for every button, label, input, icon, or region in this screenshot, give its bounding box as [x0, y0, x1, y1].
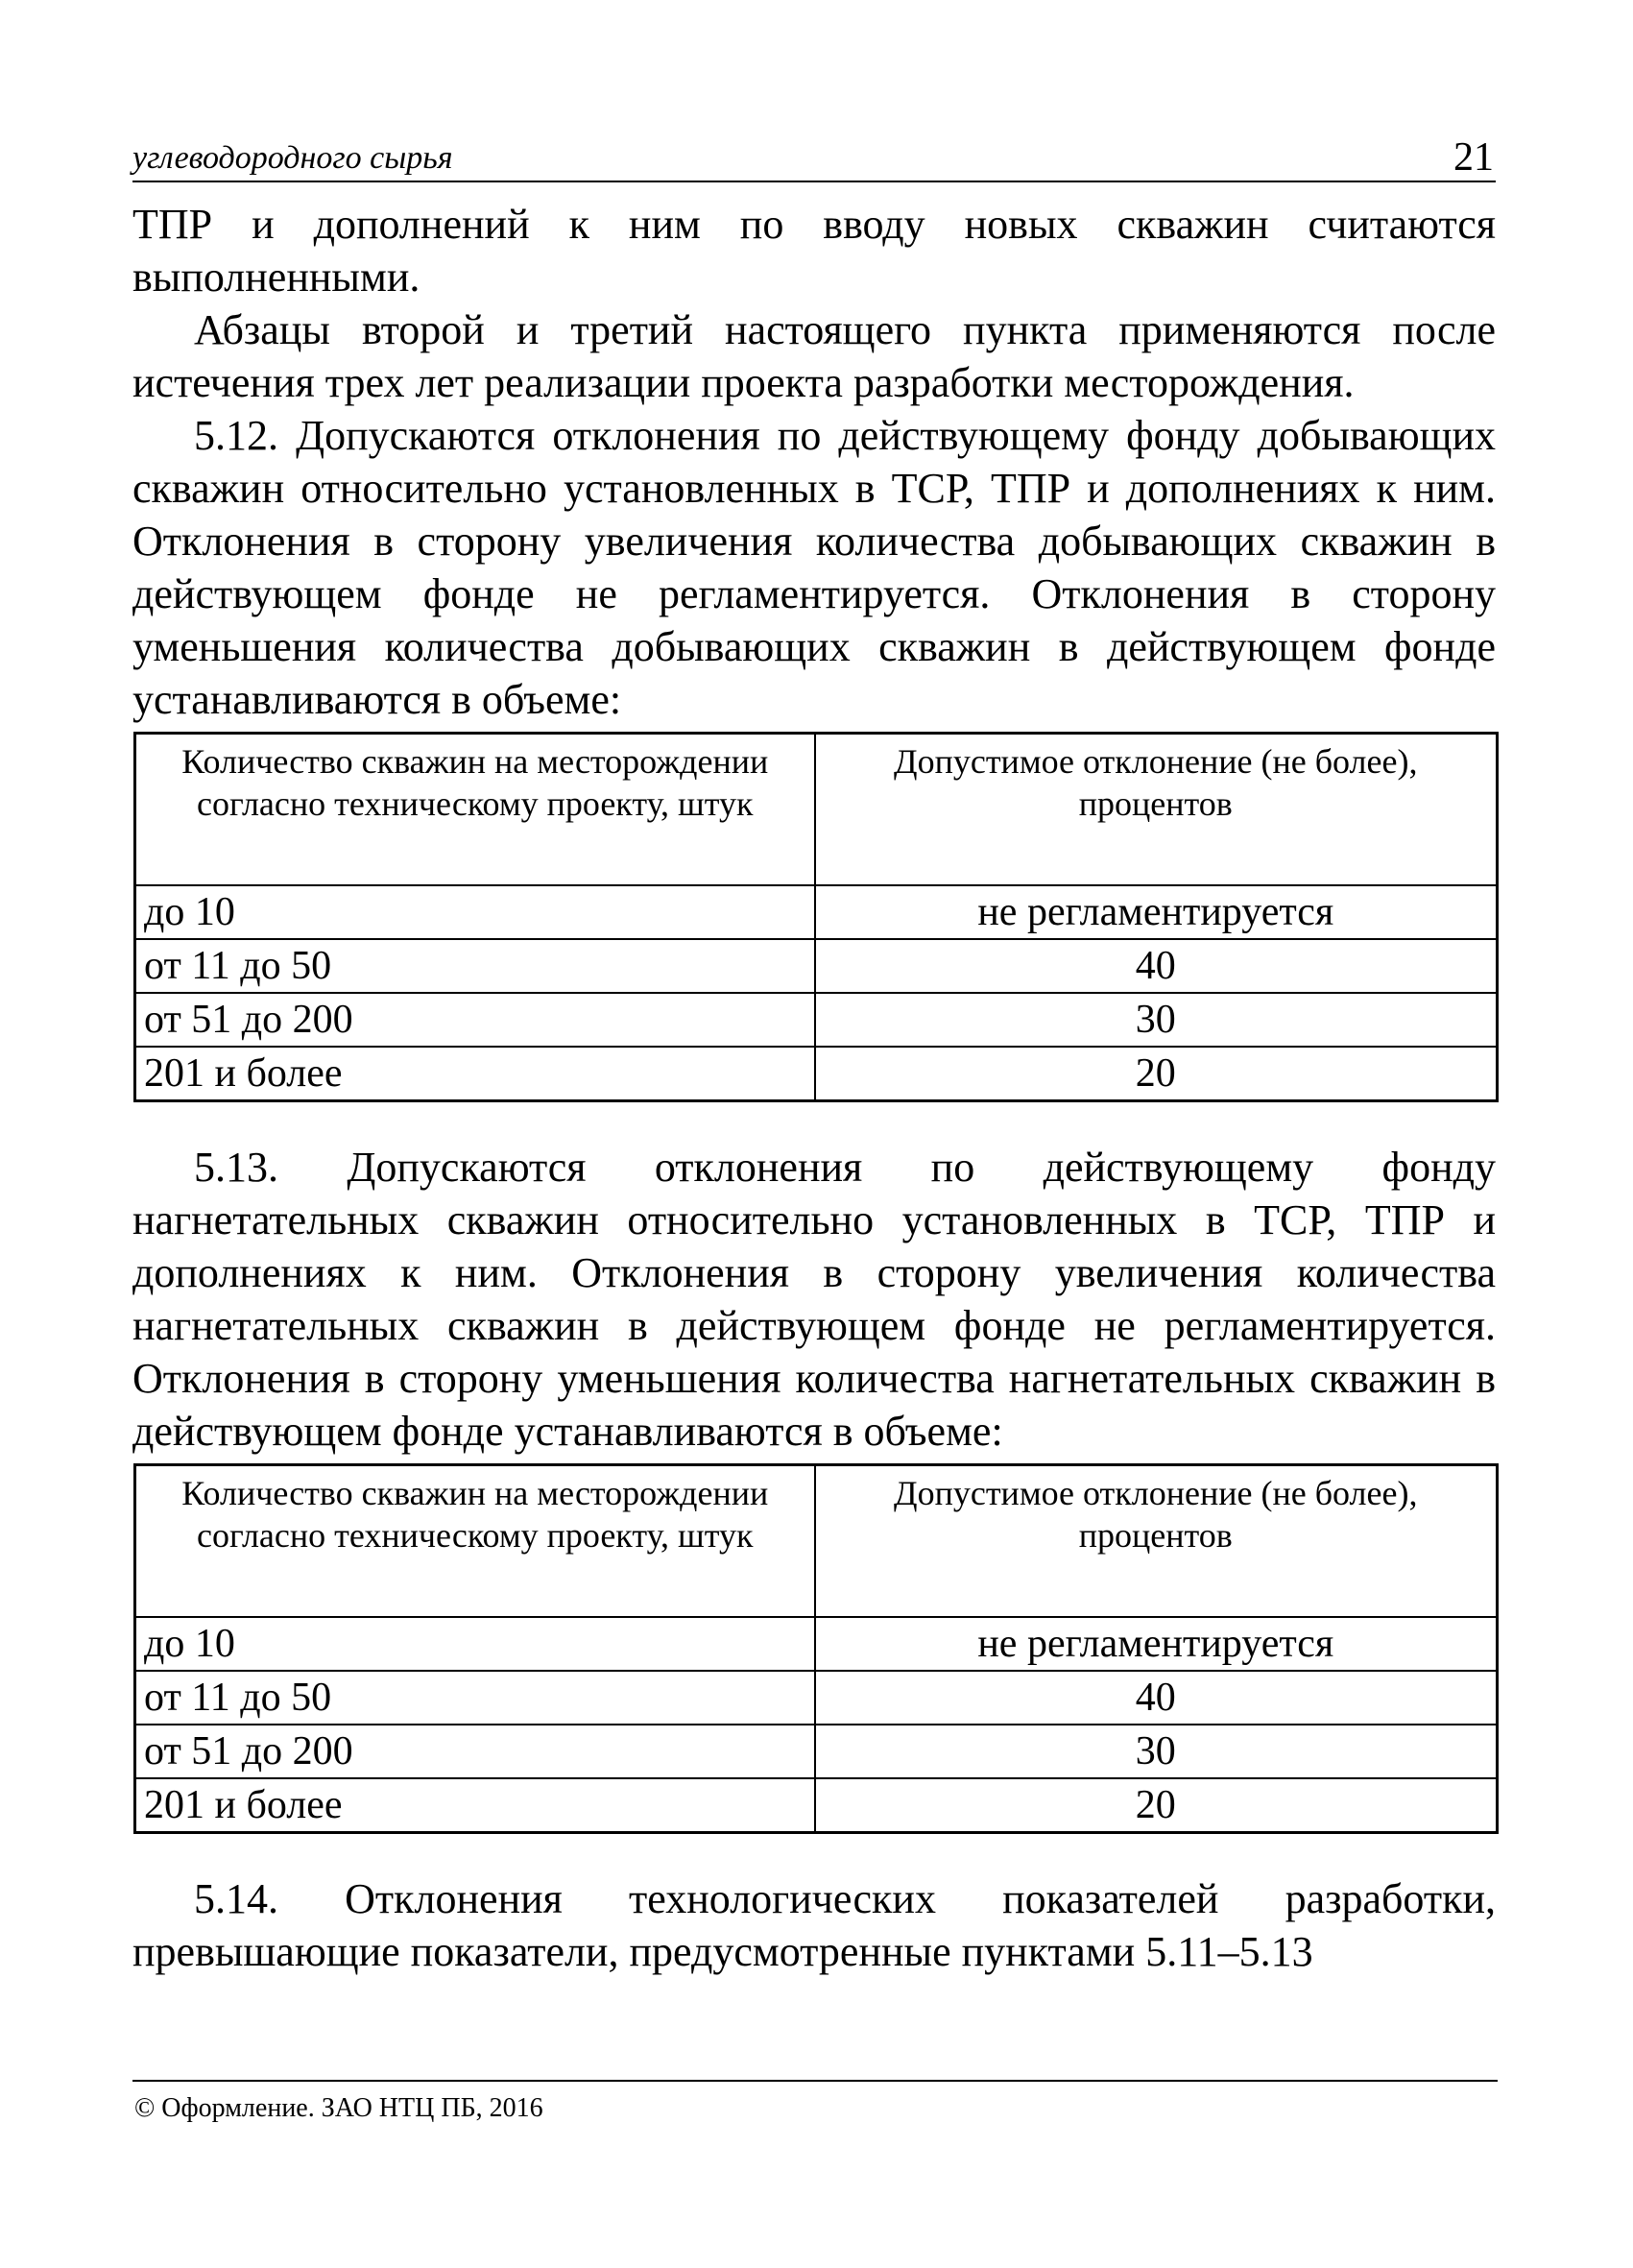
header-allowed-deviation: Допустимое отклонение (не более), процентов: [815, 734, 1498, 886]
cell-deviation: 30: [815, 1725, 1498, 1778]
cell-deviation: не регламентируется: [815, 1617, 1498, 1671]
table-header-row: [135, 734, 1498, 886]
running-title: углеводородного сырья: [132, 140, 453, 176]
table-row: [135, 1617, 1498, 1671]
document-page: [132, 127, 1496, 1978]
paragraph-5-12: 5.12. Допускаются отклонения по действующему фонду добывающих скважин относительно установленных в ТСР, ТПР и дополнениях к ним. Отклонения в сторону увеличения количества добывающих скважин в действующем фонде не регламентируется. Отклонения в сторону уменьшения количества добывающих скважин в действующем фонде устанавливаются в объеме:: [132, 412, 1496, 723]
cell-deviation: 20: [815, 1778, 1498, 1833]
table-row: [135, 1725, 1498, 1778]
cell-range: от 51 до 200: [135, 993, 815, 1047]
paragraph-5-13: 5.13. Допускаются отклонения по действующему фонду нагнетательных скважин относительно установленных в ТСР, ТПР и дополнениях к ним. Отклонения в сторону увеличения количества нагнетательных скважин в действующем фонде не регламентируется. Отклонения в сторону уменьшения количества нагнетательных скважин в действующем фонде устанавливаются в объеме:: [132, 1144, 1496, 1455]
cell-range: до 10: [135, 885, 815, 939]
paragraph-continuation: ТПР и дополнений к ним по вводу новых скважин считаются выполненными.: [132, 201, 1496, 301]
cell-deviation: 20: [815, 1047, 1498, 1101]
cell-deviation: 40: [815, 939, 1498, 993]
deviation-table-production: [133, 732, 1499, 1102]
paragraph-5-14: 5.14. Отклонения технологических показателей разработки, превышающие показатели, предусмотренные пунктами 5.11–5.13: [132, 1875, 1496, 1975]
cell-range: от 11 до 50: [135, 939, 815, 993]
cell-range: от 51 до 200: [135, 1725, 815, 1778]
cell-range: 201 и более: [135, 1778, 815, 1833]
footer-divider: [132, 2080, 1498, 2082]
cell-deviation: 30: [815, 993, 1498, 1047]
table-row: [135, 1778, 1498, 1833]
cell-range: до 10: [135, 1617, 815, 1671]
cell-deviation: 40: [815, 1671, 1498, 1725]
table-row: [135, 993, 1498, 1047]
cell-deviation: не регламентируется: [815, 885, 1498, 939]
deviation-table-injection: [133, 1463, 1499, 1834]
cell-range: от 11 до 50: [135, 1671, 815, 1725]
running-header: [132, 127, 1496, 182]
header-well-count: Количество скважин на месторождении согласно техническому проекту, штук: [135, 734, 815, 886]
table-header-row: [135, 1465, 1498, 1618]
header-allowed-deviation: Допустимое отклонение (не более), процентов: [815, 1465, 1498, 1618]
footer-copyright: © Оформление. ЗАО НТЦ ПБ, 2016: [134, 2093, 543, 2123]
table-row: [135, 939, 1498, 993]
paragraph-abzacy: Абзацы второй и третий настоящего пункта применяются после истечения трех лет реализации проекта разработки месторождения.: [132, 306, 1496, 406]
page-number: 21: [1453, 135, 1494, 180]
table-row: [135, 1671, 1498, 1725]
cell-range: 201 и более: [135, 1047, 815, 1101]
table-row: [135, 885, 1498, 939]
header-well-count: Количество скважин на месторождении согласно техническому проекту, штук: [135, 1465, 815, 1618]
table-row: [135, 1047, 1498, 1101]
